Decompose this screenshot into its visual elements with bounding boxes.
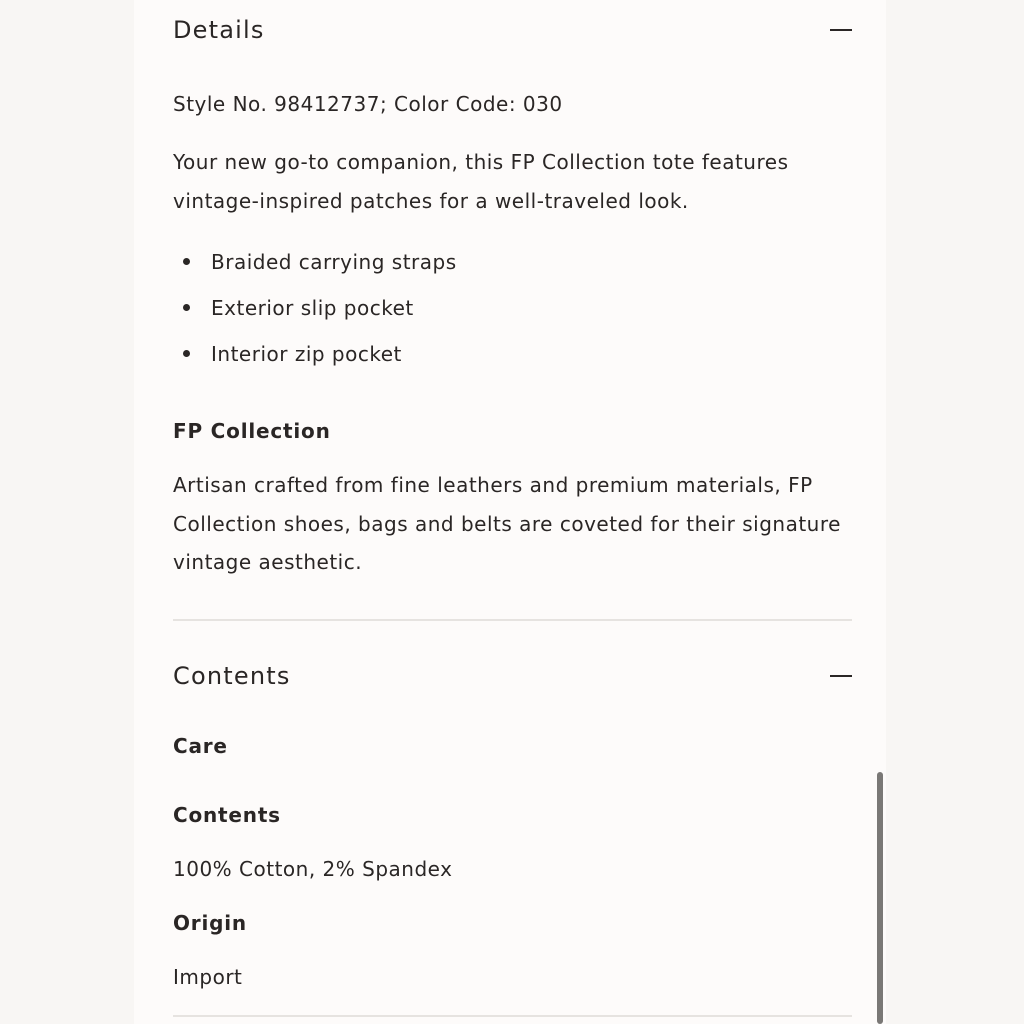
section-divider: [173, 619, 852, 621]
care-heading: Care: [173, 734, 228, 758]
section-divider: [173, 1015, 852, 1017]
feature-list: [173, 242, 457, 380]
bullet-icon: [183, 350, 190, 357]
bullet-icon: [183, 304, 190, 311]
origin-value: Import: [173, 965, 243, 989]
style-number-text: Style No. 98412737; Color Code: 030: [173, 92, 563, 116]
contents-heading: Contents: [173, 803, 281, 827]
feature-text: Braided carrying straps: [211, 250, 457, 274]
contents-accordion-header[interactable]: [173, 656, 852, 696]
details-title: Details: [173, 16, 265, 44]
feature-text: Exterior slip pocket: [211, 296, 414, 320]
list-item: [173, 334, 457, 380]
brand-heading: FP Collection: [173, 419, 331, 443]
origin-heading: Origin: [173, 911, 247, 935]
minus-icon[interactable]: [830, 29, 852, 31]
product-description: Your new go-to companion, this FP Collection tote features vintage-inspired patches for a well-traveled look.: [173, 150, 789, 213]
list-item: [173, 288, 457, 334]
contents-value: 100% Cotton, 2% Spandex: [173, 857, 453, 881]
bullet-icon: [183, 258, 190, 265]
minus-icon[interactable]: [830, 675, 852, 677]
brand-description: Artisan crafted from fine leathers and premium materials, FP Collection shoes, bags and belts are coveted for their signature vintage aesthetic.: [173, 473, 841, 574]
feature-text: Interior zip pocket: [211, 342, 402, 366]
scrollbar-thumb[interactable]: [877, 772, 883, 1024]
details-accordion-header[interactable]: [173, 10, 852, 50]
contents-title: Contents: [173, 662, 291, 690]
list-item: [173, 242, 457, 288]
